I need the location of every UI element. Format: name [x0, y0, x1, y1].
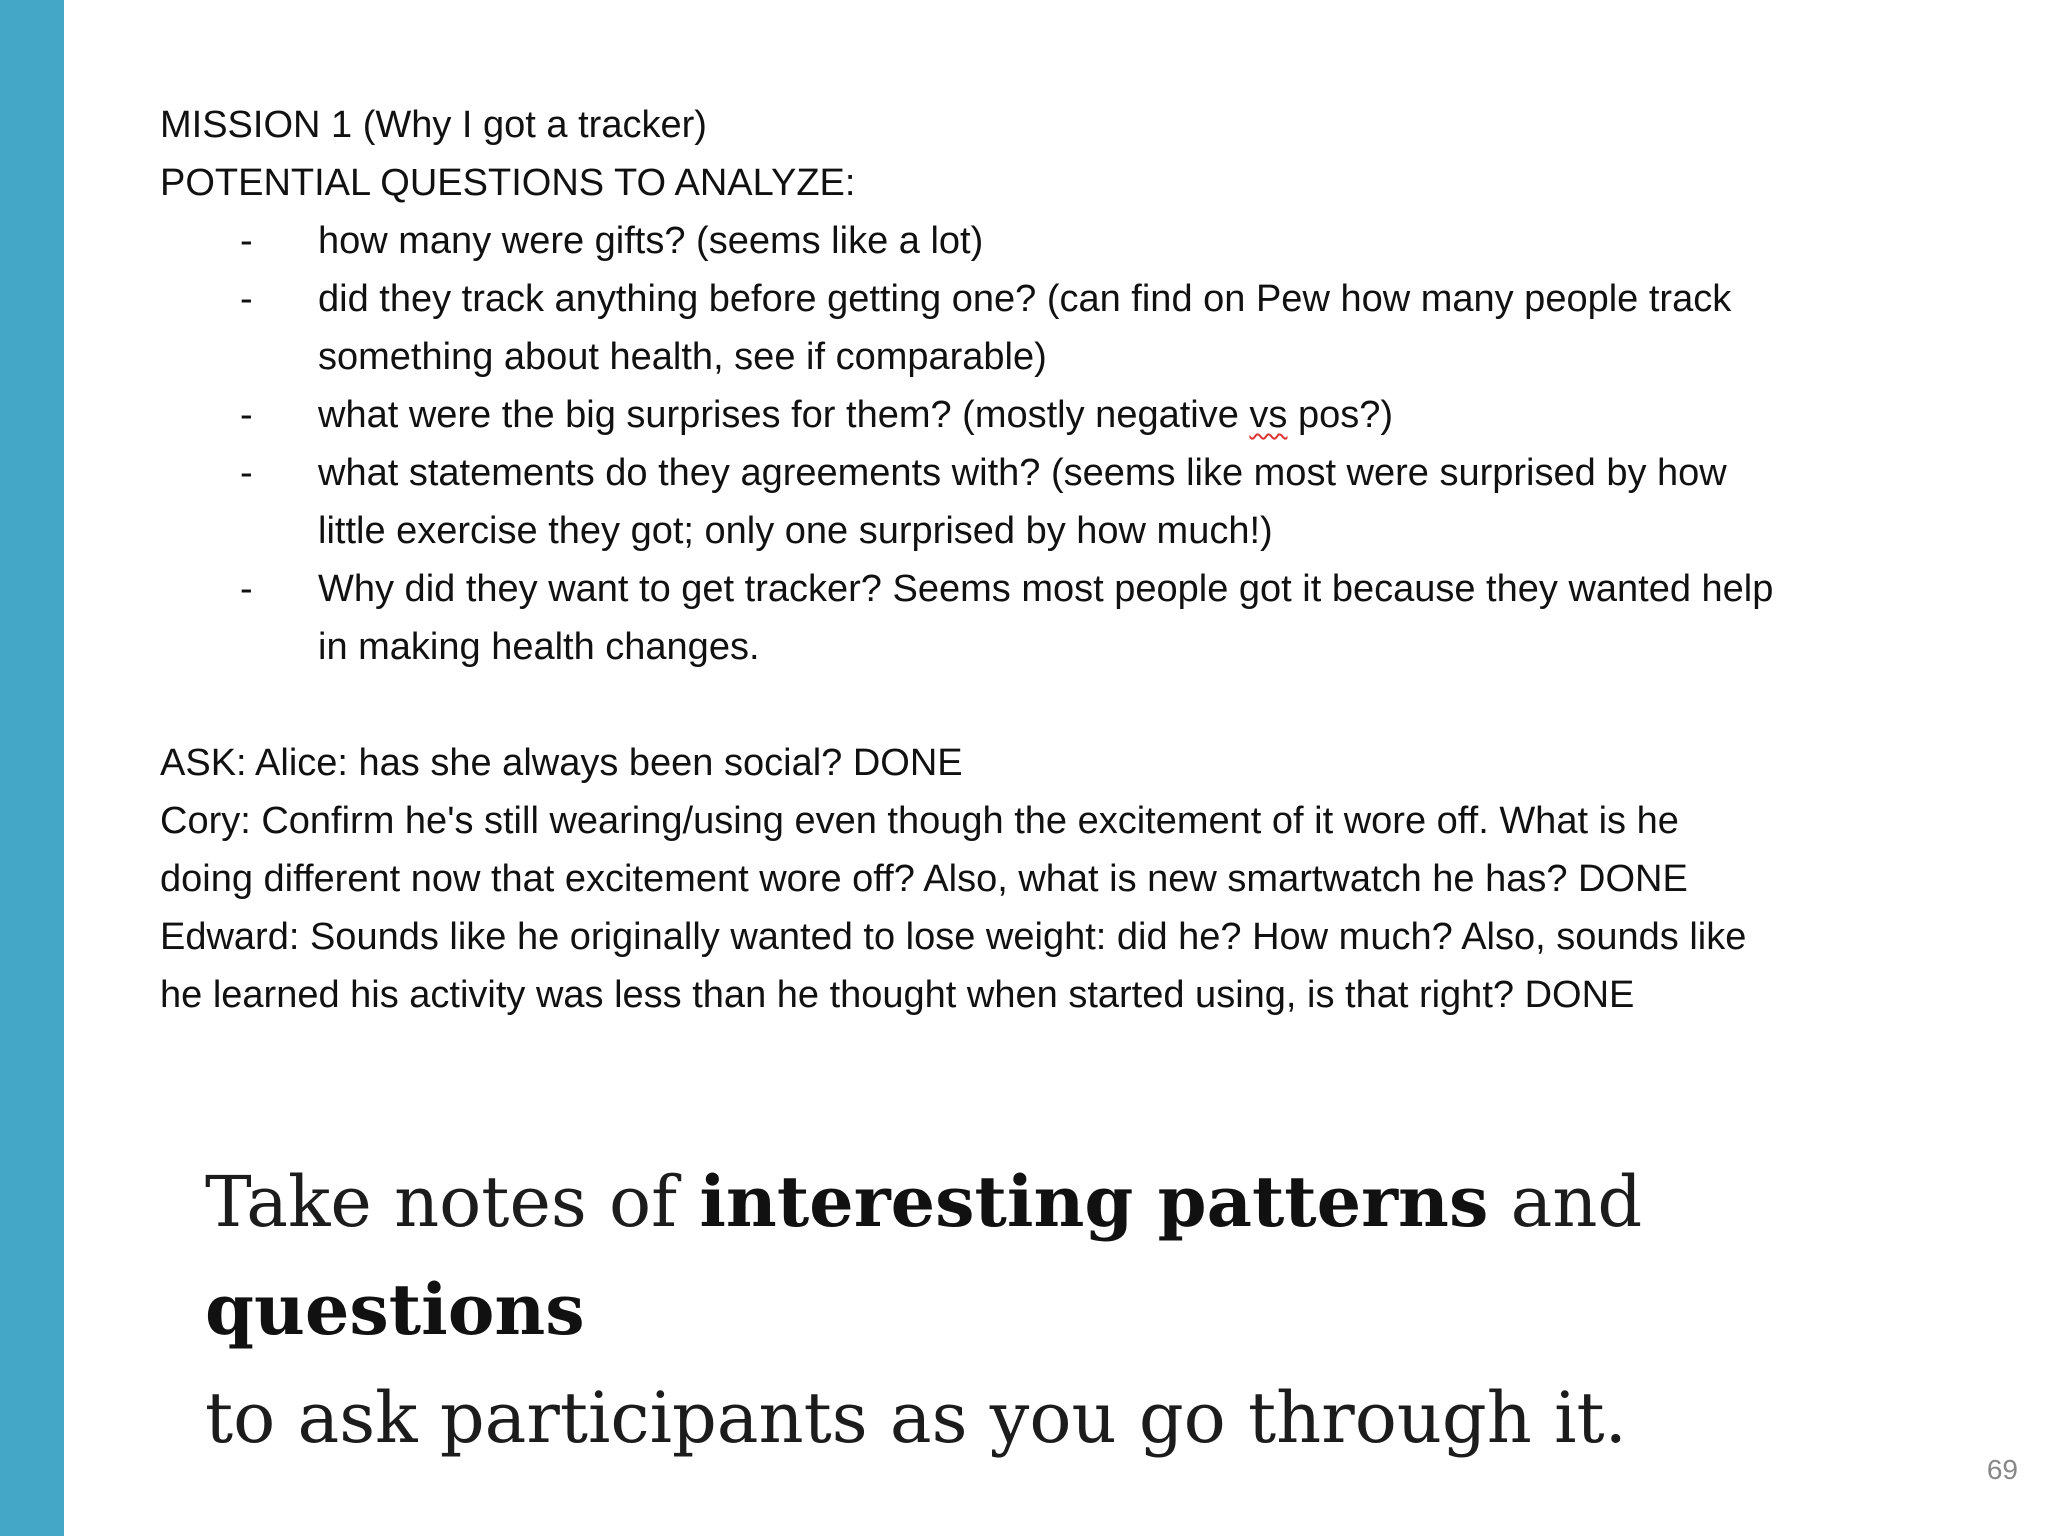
- bullet-dash: -: [240, 220, 253, 262]
- caption-emphasis: interesting patterns: [699, 1160, 1489, 1243]
- caption-emphasis: questions: [205, 1268, 585, 1351]
- list-item: [160, 444, 1960, 560]
- notes-subtitle: POTENTIAL QUESTIONS TO ANALYZE:: [160, 162, 856, 204]
- list-item: [160, 560, 1960, 676]
- ask-line: Edward: Sounds like he originally wanted to lose weight: did he? How much? Also, sounds like: [160, 916, 1747, 958]
- list-item-text: did they track anything before getting one? (can find on Pew how many people track: [318, 278, 1732, 320]
- list-item-text: in making health changes.: [318, 626, 760, 668]
- list-item-text: [318, 386, 1960, 444]
- slide-caption: [205, 1148, 1965, 1472]
- spellcheck-word: vs: [1249, 394, 1288, 436]
- ask-line: Cory: Confirm he's still wearing/using even though the excitement of it wore off. What is he: [160, 800, 1679, 842]
- list-item: [160, 212, 1960, 270]
- accent-side-bar: [0, 0, 64, 1536]
- ask-section: [160, 734, 1960, 1024]
- ask-line: he learned his activity was less than he thought when started using, is that right? DONE: [160, 974, 1635, 1016]
- list-item-text: something about health, see if comparable): [318, 336, 1047, 378]
- notes-title: MISSION 1 (Why I got a tracker): [160, 104, 707, 146]
- bullet-dash: -: [240, 452, 253, 494]
- list-item-text: how many were gifts? (seems like a lot): [318, 220, 984, 262]
- list-item: [160, 386, 1960, 444]
- bullet-dash: -: [240, 278, 253, 320]
- list-item-text: little exercise they got; only one surprised by how much!): [318, 510, 1273, 552]
- caption-line-2: to ask participants as you go through it.: [205, 1377, 1627, 1459]
- list-item: [160, 270, 1960, 386]
- notes-screenshot: [160, 96, 1960, 1024]
- caption-text: and: [1488, 1161, 1643, 1243]
- caption-text: Take notes of: [205, 1161, 700, 1243]
- bullet-dash: -: [240, 568, 253, 610]
- spacer: [160, 676, 1960, 734]
- ask-line: doing different now that excitement wore off? Also, what is new smartwatch he has? DONE: [160, 858, 1688, 900]
- page-number: 69: [1986, 1454, 2018, 1485]
- list-item-text-part: what were the big surprises for them? (mostly negative: [318, 394, 1250, 436]
- list-item-text: Why did they want to get tracker? Seems most people got it because they wanted help: [318, 568, 1774, 610]
- bullet-dash: -: [240, 394, 253, 436]
- list-item-text: what statements do they agreements with? (seems like most were surprised by how: [318, 452, 1727, 494]
- caption-line-1: [205, 1148, 1965, 1364]
- questions-list: [160, 212, 1960, 676]
- list-item-text-part: pos?): [1287, 394, 1394, 436]
- ask-line: ASK: Alice: has she always been social? DONE: [160, 742, 963, 784]
